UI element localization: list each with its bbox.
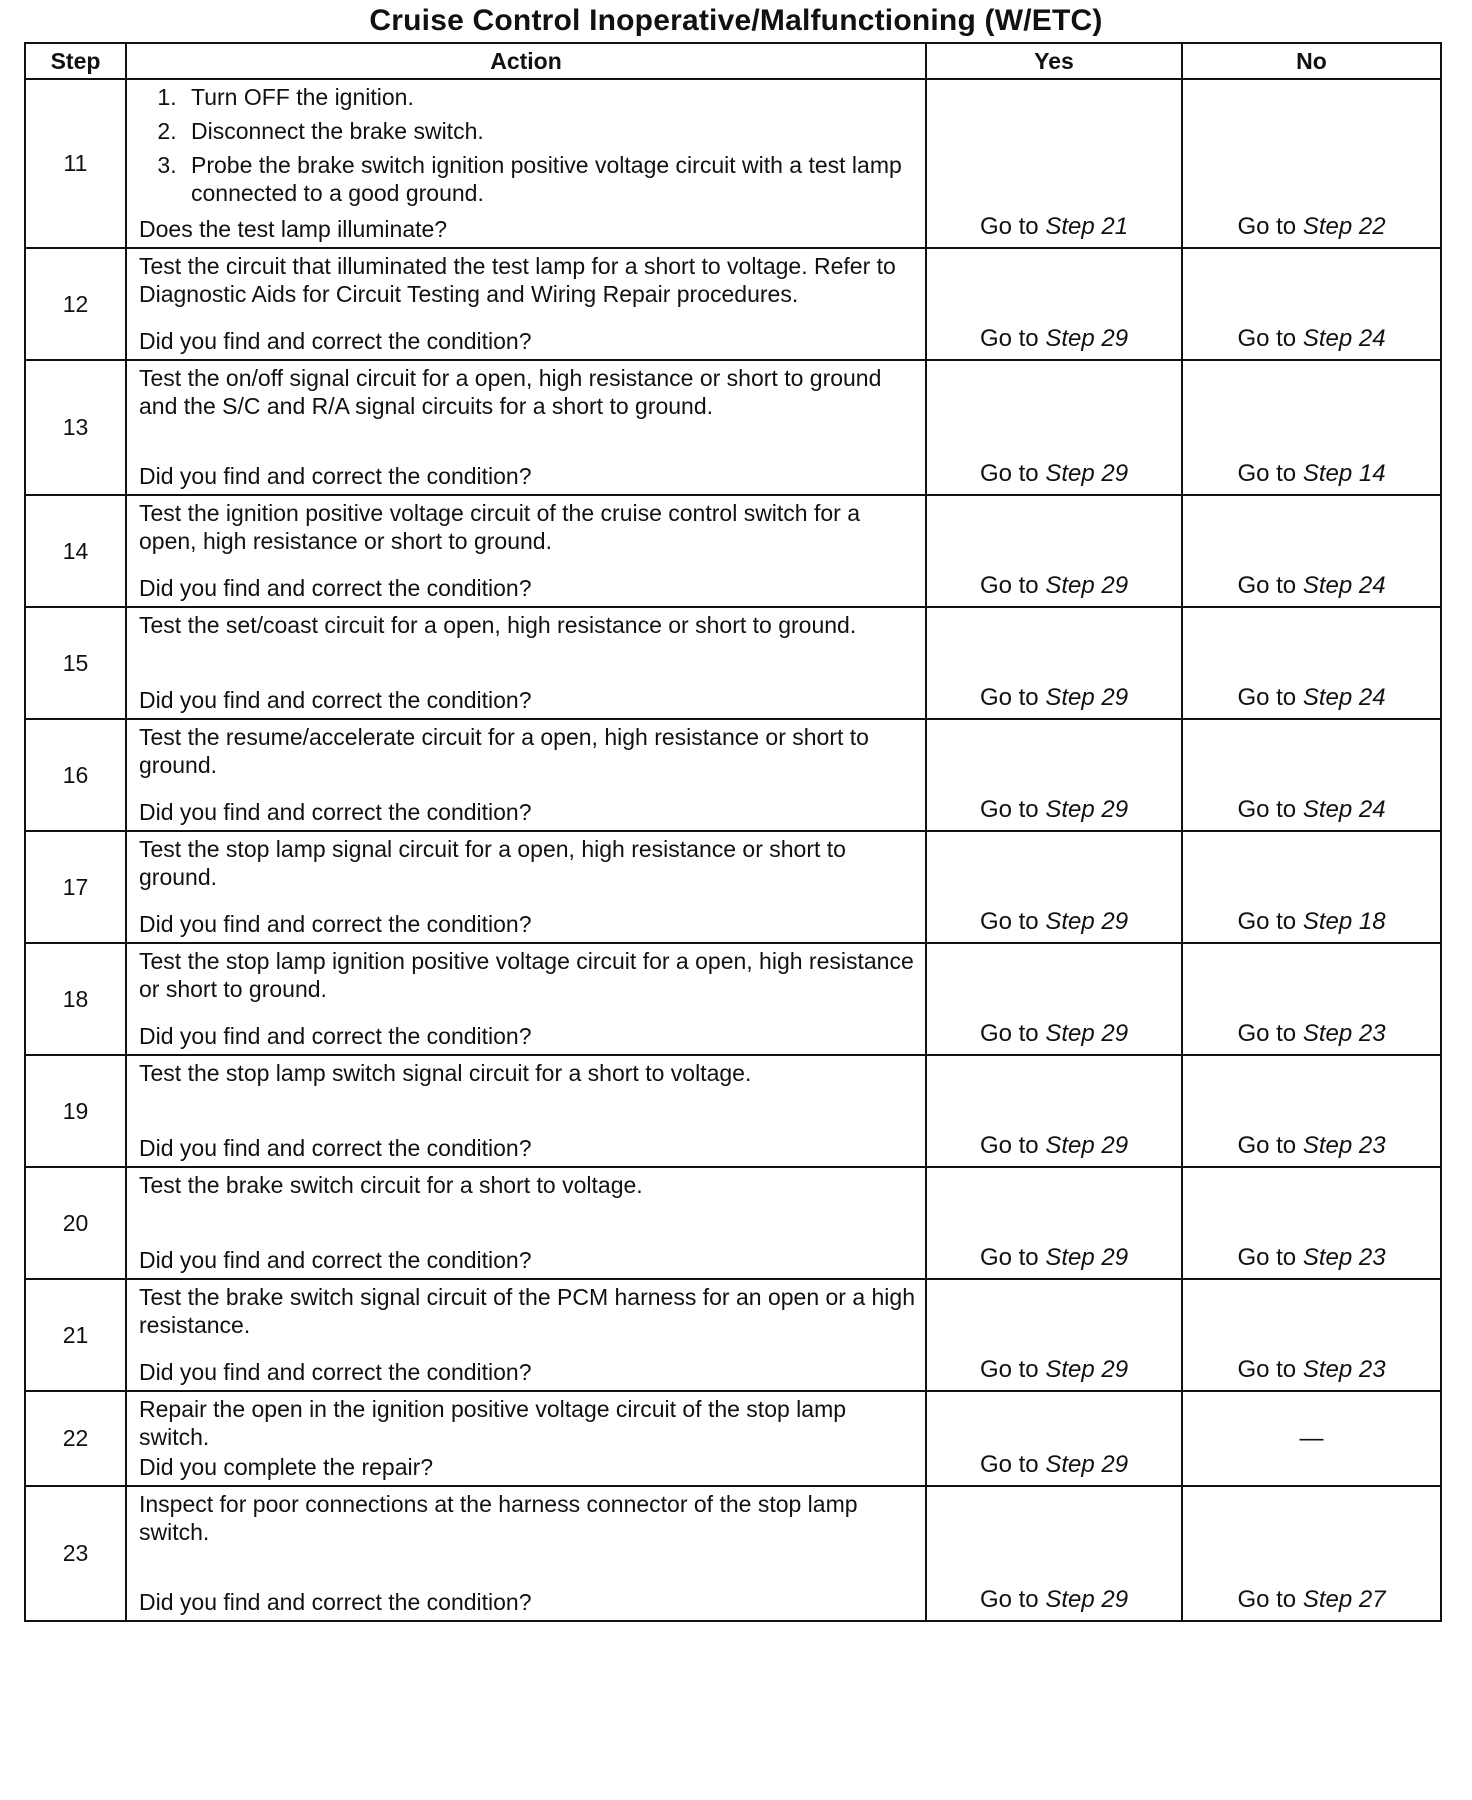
no-goto-step: Step 23 [1302, 1132, 1386, 1159]
action-question: Did you find and correct the condition? [139, 1023, 532, 1049]
action-question: Did you find and correct the condition? [139, 575, 532, 601]
no-goto [1182, 831, 1441, 943]
yes-goto [926, 943, 1182, 1055]
yes-goto-step: Step 29 [1045, 460, 1129, 487]
no-goto-prefix: Go to [1237, 908, 1297, 935]
table-row [25, 943, 1441, 1055]
action-question: Did you find and correct the condition? [139, 1589, 532, 1615]
no-goto [1182, 248, 1441, 360]
yes-goto-step: Step 29 [1045, 1244, 1129, 1271]
action-cell [126, 831, 926, 943]
action-cell [126, 943, 926, 1055]
table-row [25, 719, 1441, 831]
table-row [25, 607, 1441, 719]
table-row [25, 1279, 1441, 1391]
no-goto-step: Step 27 [1302, 1586, 1386, 1613]
table-row [25, 1167, 1441, 1279]
yes-goto [926, 79, 1182, 248]
yes-goto-prefix: Go to [979, 1356, 1039, 1383]
no-goto-step: Step 18 [1302, 908, 1386, 935]
action-content [127, 1487, 925, 1620]
table-row [25, 495, 1441, 607]
header-action: Action [126, 43, 926, 79]
no-goto-prefix: Go to [1237, 572, 1297, 599]
action-text: Test the stop lamp ignition positive voltage circuit for a open, high resistance or short to ground. [139, 948, 914, 1002]
action-question: Did you find and correct the condition? [139, 328, 532, 354]
step-number: 21 [25, 1279, 126, 1391]
no-goto-step: Step 14 [1302, 460, 1386, 487]
yes-goto-prefix: Go to [979, 1132, 1039, 1159]
no-goto-prefix: Go to [1237, 213, 1297, 240]
table-row [25, 1391, 1441, 1486]
yes-goto-prefix: Go to [979, 572, 1039, 599]
table-row [25, 1486, 1441, 1621]
yes-goto-prefix: Go to [979, 213, 1039, 240]
header-step: Step [25, 43, 126, 79]
no-goto-prefix: Go to [1237, 1356, 1297, 1383]
step-number: 17 [25, 831, 126, 943]
yes-goto [926, 1279, 1182, 1391]
step-number: 12 [25, 248, 126, 360]
action-content [127, 944, 925, 1054]
action-text: Test the circuit that illuminated the test lamp for a short to voltage. Refer to Diagnostic Aids for Circuit Testing and Wiring Repair procedures. [139, 253, 896, 307]
no-goto-step: Step 23 [1302, 1020, 1386, 1047]
step-number: 11 [25, 79, 126, 248]
action-cell [126, 1167, 926, 1279]
action-text: Test the on/off signal circuit for a open, high resistance or short to ground and the S/C and R/A signal circuits for a short to ground. [139, 365, 882, 419]
no-goto-step: Step 24 [1302, 796, 1386, 823]
yes-goto-step: Step 29 [1045, 572, 1129, 599]
step-number: 18 [25, 943, 126, 1055]
table-row [25, 1055, 1441, 1167]
no-goto [1182, 1486, 1441, 1621]
yes-goto-prefix: Go to [979, 684, 1039, 711]
page-title: Cruise Control Inoperative/Malfunctioning (W/ETC) [369, 4, 1103, 37]
action-text: Test the ignition positive voltage circuit of the cruise control switch for a open, high resistance or short to ground. [139, 500, 861, 554]
no-goto-step: Step 23 [1302, 1244, 1386, 1271]
substep-item: 1. Turn OFF the ignition. [183, 83, 915, 111]
no-goto-step: Step 23 [1302, 1356, 1386, 1383]
action-cell [126, 1055, 926, 1167]
action-cell [126, 248, 926, 360]
action-question: Did you find and correct the condition? [139, 911, 532, 937]
step-number: 19 [25, 1055, 126, 1167]
no-goto [1182, 1167, 1441, 1279]
yes-goto [926, 831, 1182, 943]
yes-goto-step: Step 29 [1045, 1132, 1129, 1159]
step-number: 16 [25, 719, 126, 831]
action-content [127, 1056, 925, 1166]
no-goto-prefix: Go to [1237, 460, 1297, 487]
no-goto [1182, 360, 1441, 495]
yes-goto [926, 495, 1182, 607]
action-content [127, 720, 925, 830]
action-cell [126, 1279, 926, 1391]
no-goto-step: Step 24 [1302, 684, 1386, 711]
yes-goto-step: Step 21 [1045, 213, 1129, 240]
action-content [127, 1392, 925, 1485]
action-cell [126, 1486, 926, 1621]
yes-goto-prefix: Go to [979, 1020, 1039, 1047]
yes-goto-prefix: Go to [979, 1586, 1039, 1613]
header-no: No [1182, 43, 1441, 79]
action-text: Inspect for poor connections at the harness connector of the stop lamp switch. [139, 1491, 858, 1545]
yes-goto-prefix: Go to [979, 796, 1039, 823]
table-row [25, 248, 1441, 360]
diagnostic-table [24, 42, 1442, 1622]
yes-goto-prefix: Go to [979, 1244, 1039, 1271]
no-goto [1182, 495, 1441, 607]
no-goto-prefix: Go to [1237, 325, 1297, 352]
yes-goto [926, 719, 1182, 831]
no-goto [1182, 1279, 1441, 1391]
action-content [127, 1280, 925, 1390]
action-content [127, 361, 925, 494]
action-content [127, 832, 925, 942]
no-goto-step: Step 22 [1302, 213, 1386, 240]
yes-goto-prefix: Go to [979, 1451, 1039, 1478]
action-content [127, 249, 925, 359]
action-cell [126, 607, 926, 719]
step-number: 15 [25, 607, 126, 719]
action-question: Did you find and correct the condition? [139, 463, 532, 489]
yes-goto-step: Step 29 [1045, 684, 1129, 711]
action-question: Did you find and correct the condition? [139, 1359, 532, 1385]
no-goto [1182, 719, 1441, 831]
no-goto-prefix: Go to [1237, 1244, 1297, 1271]
no-goto [1182, 607, 1441, 719]
no-goto-prefix: Go to [1237, 1586, 1297, 1613]
yes-goto-prefix: Go to [979, 908, 1039, 935]
yes-goto [926, 1055, 1182, 1167]
action-text: Test the set/coast circuit for a open, high resistance or short to ground. [139, 612, 857, 638]
action-question: Does the test lamp illuminate? [139, 216, 448, 242]
yes-goto [926, 607, 1182, 719]
yes-goto-step: Step 29 [1045, 1451, 1129, 1478]
yes-goto-step: Step 29 [1045, 796, 1129, 823]
step-number: 20 [25, 1167, 126, 1279]
step-number: 22 [25, 1391, 126, 1486]
yes-goto-step: Step 29 [1045, 1586, 1129, 1613]
table-row [25, 79, 1441, 248]
step-number: 13 [25, 360, 126, 495]
table-row [25, 360, 1441, 495]
yes-goto-step: Step 29 [1045, 325, 1129, 352]
yes-goto-prefix: Go to [979, 460, 1039, 487]
action-content [127, 1168, 925, 1278]
action-text: Test the brake switch circuit for a short to voltage. [139, 1172, 643, 1198]
yes-goto [926, 1391, 1182, 1486]
no-goto-none: — [1182, 1391, 1441, 1486]
no-goto-prefix: Go to [1237, 1020, 1297, 1047]
substep-item: 3. Probe the brake switch ignition positive voltage circuit with a test lamp connected to a good ground. [183, 151, 915, 207]
step-number: 23 [25, 1486, 126, 1621]
action-text: Test the stop lamp switch signal circuit for a short to voltage. [139, 1060, 752, 1086]
yes-goto-step: Step 29 [1045, 1020, 1129, 1047]
yes-goto [926, 1167, 1182, 1279]
action-cell [126, 79, 926, 248]
table-row [25, 831, 1441, 943]
yes-goto [926, 248, 1182, 360]
yes-goto [926, 1486, 1182, 1621]
yes-goto [926, 360, 1182, 495]
no-goto-prefix: Go to [1237, 796, 1297, 823]
no-goto [1182, 943, 1441, 1055]
yes-goto-prefix: Go to [979, 325, 1039, 352]
no-goto-step: Step 24 [1302, 325, 1386, 352]
action-cell [126, 719, 926, 831]
action-cell [126, 1391, 926, 1486]
action-text: Test the brake switch signal circuit of the PCM harness for an open or a high resistance. [139, 1284, 916, 1338]
no-goto [1182, 1055, 1441, 1167]
no-goto-prefix: Go to [1237, 1132, 1297, 1159]
substep-item: 2. Disconnect the brake switch. [183, 117, 915, 145]
action-content [127, 608, 925, 718]
step-number: 14 [25, 495, 126, 607]
action-question: Did you find and correct the condition? [139, 687, 532, 713]
no-goto-prefix: Go to [1237, 684, 1297, 711]
action-question: Did you find and correct the condition? [139, 1247, 532, 1273]
action-content [127, 80, 925, 247]
action-question: Did you complete the repair? [139, 1454, 434, 1480]
action-text: Test the stop lamp signal circuit for a open, high resistance or short to ground. [139, 836, 846, 890]
table-header-row [25, 43, 1441, 79]
action-cell [126, 360, 926, 495]
no-goto-step: Step 24 [1302, 572, 1386, 599]
substep-list [139, 83, 915, 213]
action-text: Repair the open in the ignition positive voltage circuit of the stop lamp switch. [139, 1396, 847, 1450]
yes-goto-step: Step 29 [1045, 1356, 1129, 1383]
yes-goto-step: Step 29 [1045, 908, 1129, 935]
no-goto [1182, 79, 1441, 248]
action-text: Test the resume/accelerate circuit for a open, high resistance or short to ground. [139, 724, 869, 778]
header-yes: Yes [926, 43, 1182, 79]
action-question: Did you find and correct the condition? [139, 1135, 532, 1161]
action-question: Did you find and correct the condition? [139, 799, 532, 825]
action-content [127, 496, 925, 606]
action-cell [126, 495, 926, 607]
